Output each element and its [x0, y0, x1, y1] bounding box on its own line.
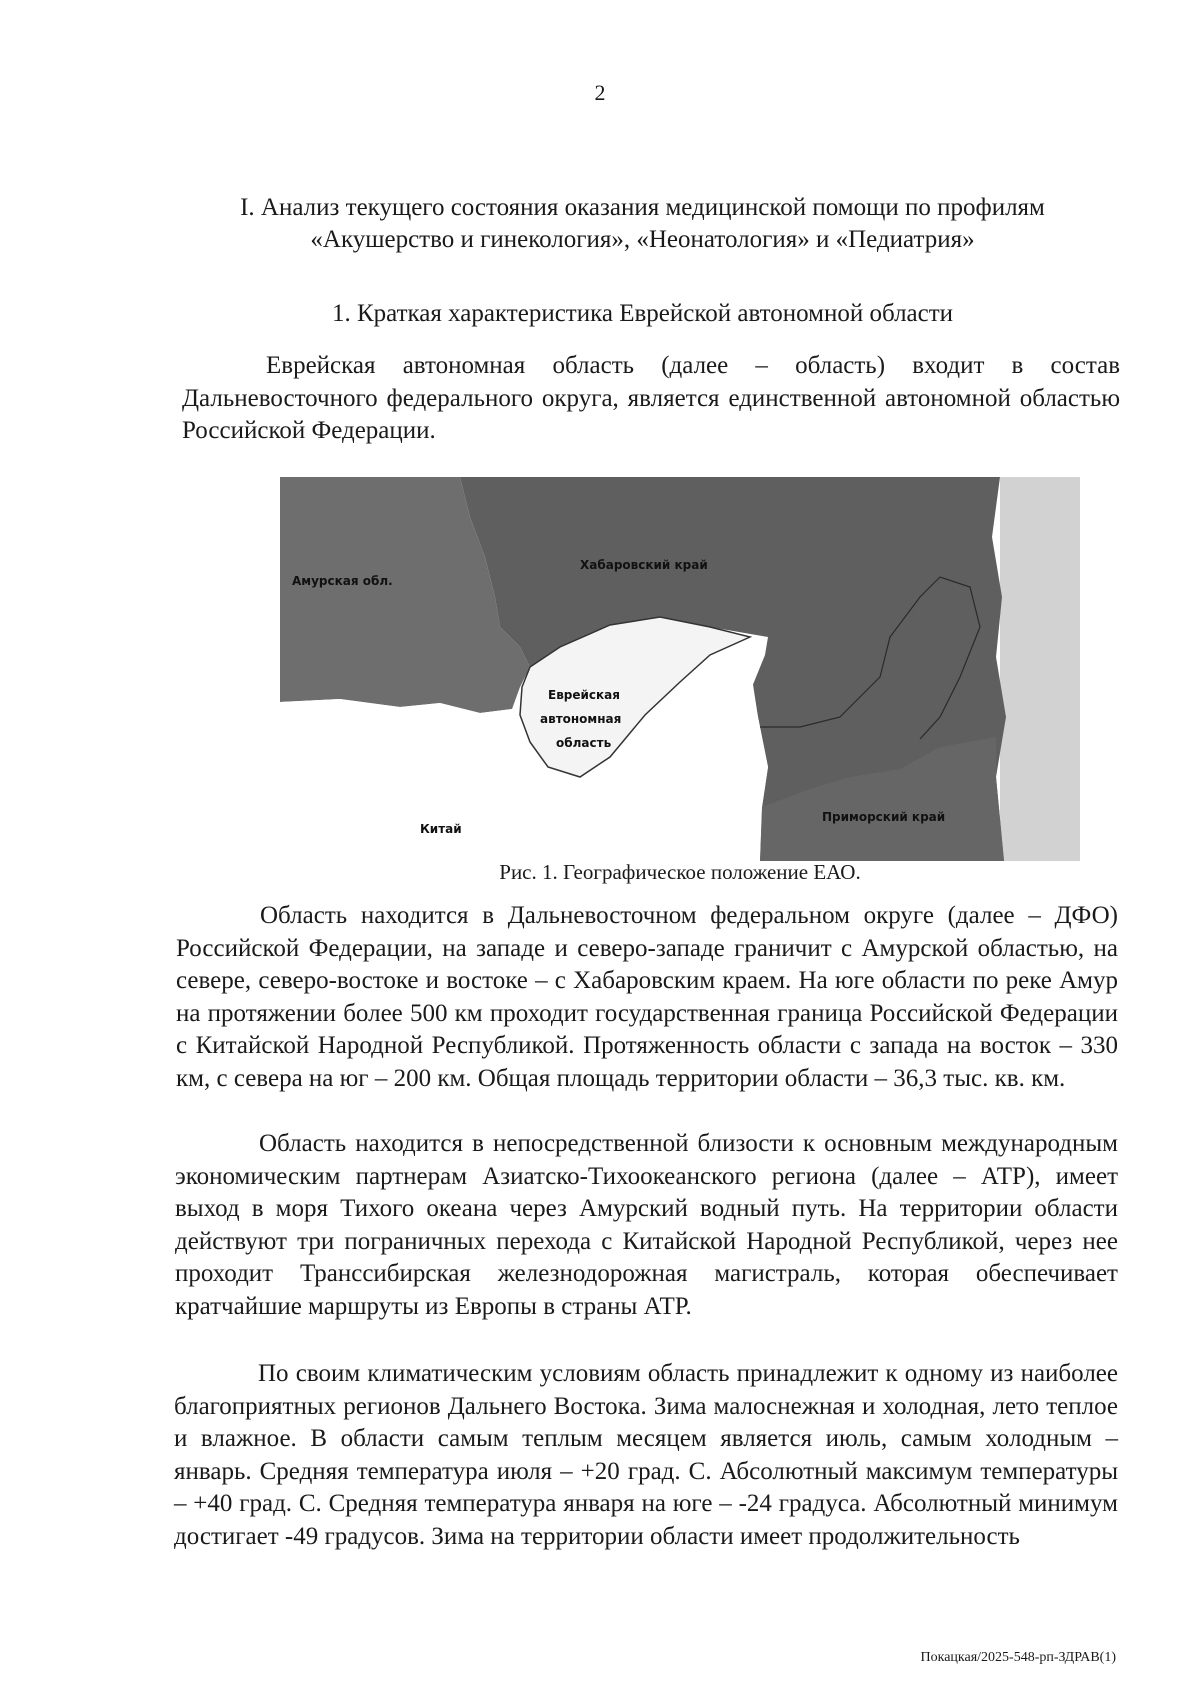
document-footer-code: Покацкая/2025-548-рп-ЗДРАВ(1)	[920, 1650, 1116, 1665]
figure-caption: Рис. 1. Географическое положение ЕАО.	[499, 860, 861, 884]
paragraph-economy: Область находится в непосредственной близости к основным международным экономическим партнерам Азиатско-Тихоокеанского региона (далее – АТР), имеет выход в моря Тихого океана через Амурский водный путь. На территории области действуют три пограничных перехода с Китайской Народной Республикой, через нее проходит Транссибирская железнодорожная магистраль, которая обеспечивает кратчайшие маршруты из Европы в страны АТР.	[175, 1130, 1118, 1320]
map-svg	[280, 477, 1080, 861]
page-number: 2	[594, 80, 606, 105]
map-sea	[1000, 477, 1080, 861]
map-label-eao-line3: область	[556, 736, 612, 750]
subsection-heading: 1. Краткая характеристика Еврейской автономной области	[331, 300, 954, 327]
map-label-eao-line1: Еврейская	[548, 688, 620, 702]
map-label-eao-line2: автономная	[540, 712, 622, 726]
map-label-primorsky: Приморский край	[822, 810, 946, 824]
paragraph-climate: По своим климатическим условиям область принадлежит к одному из наиболее благоприятных регионов Дальнего Востока. Зима малоснежная и холодная, лето теплое и влажное. В области самым теплым месяцем является июль, самым холодным – январь. Средняя температура июля – +20 град. С. Абсолютный максимум температуры – +40 град. С. Средняя температура января на юге – -24 градуса. Абсолютный минимум достигает -49 градусов. Зима на территории области имеет продолжительность	[174, 1360, 1118, 1550]
section-heading	[170, 192, 1115, 256]
map-label-amur: Амурская обл.	[292, 574, 393, 588]
map-label-khabarovsk: Хабаровский край	[580, 558, 708, 572]
location-map	[280, 477, 1080, 861]
section-heading-line2: «Акушерство и гинекология», «Неонатология» и «Педиатрия»	[310, 226, 975, 253]
paragraph-intro: Еврейская автономная область (далее – область) входит в состав Дальневосточного федерального округа, является единственной автономной областью Российской Федерации.	[182, 352, 1120, 445]
paragraph-location: Область находится в Дальневосточном федеральном округе (далее – ДФО) Российской Федерации, на западе и северо-западе граничит с Амурской областью, на севере, северо-востоке и востоке – с Хабаровским краем. На юге области по реке Амур на протяжении более 500 км проходит государственная граница Российской Федерации с Китайской Народной Республикой. Протяженность области с запада на восток – 330 км, с севера на юг – 200 км. Общая площадь территории области – 36,3 тыс. кв. км.	[176, 902, 1118, 1092]
map-label-china: Китай	[420, 822, 462, 836]
section-heading-line1: I. Анализ текущего состояния оказания медицинской помощи по профилям	[240, 194, 1045, 221]
